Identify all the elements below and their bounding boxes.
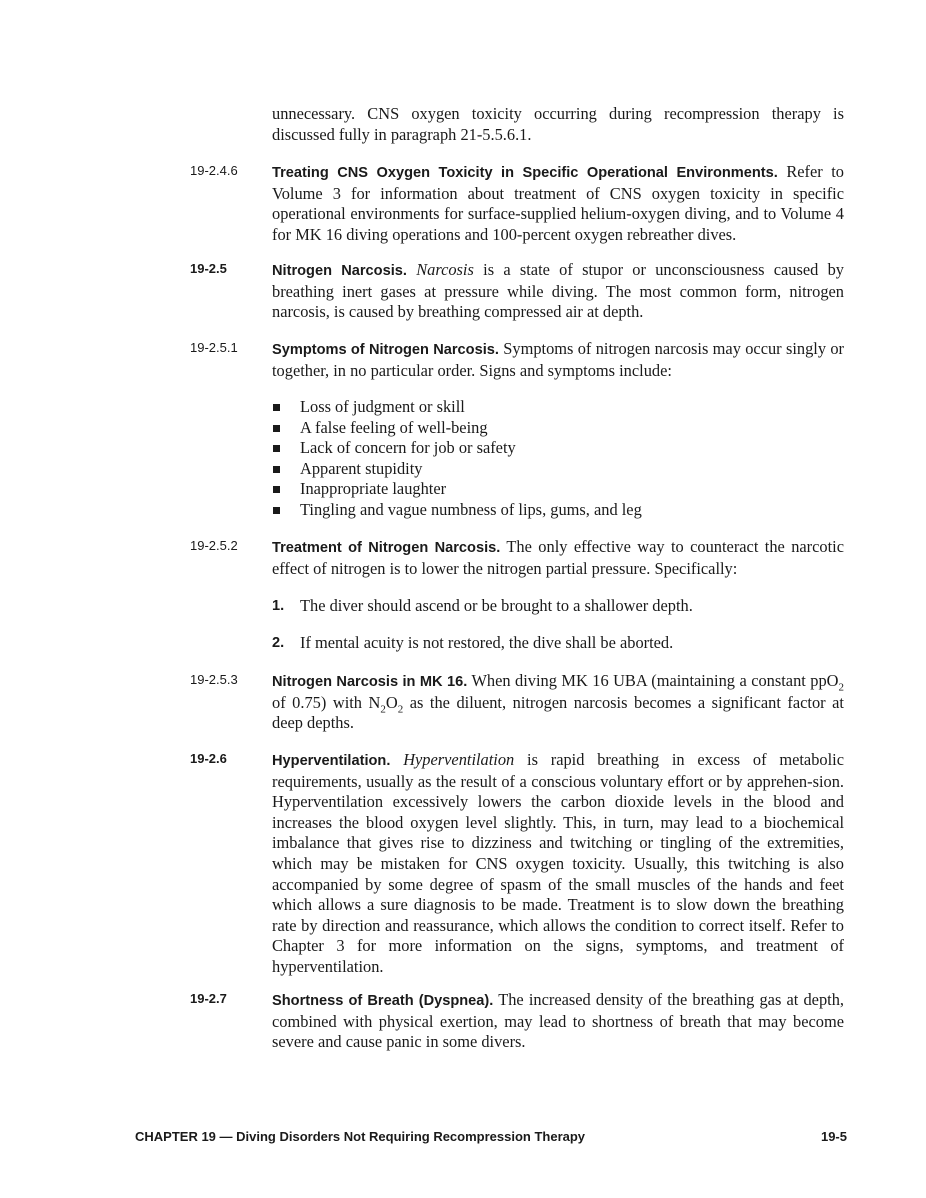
step-2-block	[190, 633, 846, 654]
section-body	[272, 537, 844, 579]
intro-paragraph	[190, 104, 846, 145]
section-heading: Treating CNS Oxygen Toxicity in Specific Operational Environments.	[272, 165, 778, 181]
section-heading: Nitrogen Narcosis.	[272, 263, 407, 279]
section-heading: Nitrogen Narcosis in MK 16.	[272, 674, 468, 690]
section-19-2-5	[190, 260, 846, 323]
section-text: The only effective way to counteract the narcotic effect of nitrogen is to lower the nitrogen partial pressure. Specifically:	[272, 537, 844, 578]
numbered-step	[272, 596, 844, 617]
section-body	[272, 162, 844, 245]
section-19-2-4-6	[190, 162, 846, 245]
section-19-2-5-1	[190, 339, 846, 381]
bullet-square-icon	[273, 404, 280, 411]
numbered-step	[272, 633, 844, 654]
section-number: 19-2.5.3	[190, 672, 238, 687]
section-heading: Shortness of Breath (Dyspnea).	[272, 993, 494, 1009]
step-text: If mental acuity is not restored, the dive shall be aborted.	[300, 633, 674, 652]
list-item-text: A false feeling of well-being	[300, 417, 488, 437]
list-item	[272, 500, 844, 521]
step-number: 2.	[272, 635, 285, 651]
section-heading: Symptoms of Nitrogen Narcosis.	[272, 342, 499, 358]
section-number: 19-2.5.2	[190, 538, 238, 553]
section-19-2-6	[190, 750, 846, 978]
chapter-title: CHAPTER 19 — Diving Disorders Not Requiring Recompression Therapy	[135, 1129, 586, 1144]
step-text: The diver should ascend or be brought to a shallower depth.	[300, 596, 693, 615]
list-item-text: Lack of concern for job or safety	[300, 438, 516, 458]
step-body	[272, 633, 844, 654]
page-footer	[135, 1129, 847, 1144]
section-heading: Hyperventilation.	[272, 753, 391, 769]
section-text: The increased density of the breathing gas at depth, combined with physical exertion, may lead to shortness of breath that may become severe and cause panic in some divers.	[272, 990, 844, 1052]
defined-term: Hyperventilation	[403, 750, 515, 769]
list-item-text: Apparent stupidity	[300, 458, 423, 478]
step-number: 1.	[272, 598, 285, 614]
section-body	[272, 260, 844, 323]
section-heading: Treatment of Nitrogen Narcosis.	[272, 540, 501, 556]
bullet-square-icon	[273, 486, 280, 493]
subscript: 2	[838, 681, 844, 694]
section-text: Refer to Volume 3 for information about treatment of CNS oxygen toxicity in specific operational environments for surface-supplied helium-oxygen diving, and to Volume 4 for MK 16 diving operations and 100-percent oxygen rebreather dives.	[272, 162, 844, 244]
bullet-square-icon	[273, 445, 280, 452]
section-number: 19-2.7	[190, 991, 227, 1006]
list-item	[272, 418, 844, 439]
list-item	[272, 397, 844, 418]
section-number: 19-2.4.6	[190, 163, 238, 178]
section-body	[272, 750, 844, 978]
section-body	[272, 339, 844, 381]
section-number: 19-2.5.1	[190, 340, 238, 355]
section-19-2-5-3	[190, 671, 846, 734]
subscript: 2	[380, 702, 386, 715]
section-text-part: as the diluent, nitrogen narcosis becomes a significant factor at deep depths.	[272, 692, 844, 733]
section-text-part: of 0.75) with N	[272, 692, 381, 712]
list-item-text: Tingling and vague numbness of lips, gums, and leg	[300, 499, 642, 519]
section-19-2-7	[190, 990, 846, 1053]
section-text: is rapid breathing in excess of metabolic requirements, usually as the result of a conscious voluntary effort or by apprehen-sion. Hyperventilation excessively lowers the carbon dioxide levels in the blood and increases the blood oxygen level slightly. This, in turn, may lead to a biochemical imbalance that gives rise to dizziness and twitching or tingling of the extremities, which may be mistaken for CNS oxygen toxicity. Usually, this twitching is also accompanied by some degree of spasm of the small muscles of the hands and feet which allows a sure diagnosis to be made. Treatment is to slow down the breathing rate by direction and reassurance, which allows the condition to correct itself. Refer to Chapter 3 for more information on the signs, symptoms, and treatment of hyperventilation.	[272, 750, 844, 976]
symptom-list	[272, 397, 844, 521]
bullet-square-icon	[273, 425, 280, 432]
section-text-part: O	[385, 692, 398, 712]
section-number: 19-2.5	[190, 261, 227, 276]
defined-term: Narcosis	[416, 260, 474, 279]
section-text: Symptoms of nitrogen narcosis may occur singly or together, in no particular order. Signs and symptoms include:	[272, 339, 844, 380]
section-text: is a state of stupor or unconsciousness caused by breathing inert gases at pressure while diving. The most common form, nitrogen narcosis, is caused by breathing compressed air at depth.	[272, 260, 844, 322]
list-item	[272, 459, 844, 480]
intro-text: unnecessary. CNS oxygen toxicity occurring during recompression therapy is discussed fully in paragraph 21-5.5.6.1.	[272, 104, 844, 144]
symptom-list-block	[190, 397, 846, 521]
page-number: 19-5	[820, 1129, 847, 1144]
section-number: 19-2.6	[190, 751, 227, 766]
step-body	[272, 596, 844, 617]
list-item-text: Loss of judgment or skill	[300, 397, 465, 416]
bullet-square-icon	[273, 507, 280, 514]
section-19-2-5-2	[190, 537, 846, 579]
symptom-list-body	[272, 397, 844, 521]
step-1-block	[190, 596, 846, 617]
section-body	[272, 671, 844, 734]
subscript: 2	[397, 702, 404, 715]
bullet-square-icon	[273, 466, 280, 473]
list-item	[272, 479, 844, 500]
section-text-part: When diving MK 16 UBA (maintaining a constant ppO	[471, 671, 839, 690]
list-item-text: Inappropriate laughter	[300, 479, 447, 499]
list-item	[272, 438, 844, 459]
section-body	[272, 990, 844, 1053]
